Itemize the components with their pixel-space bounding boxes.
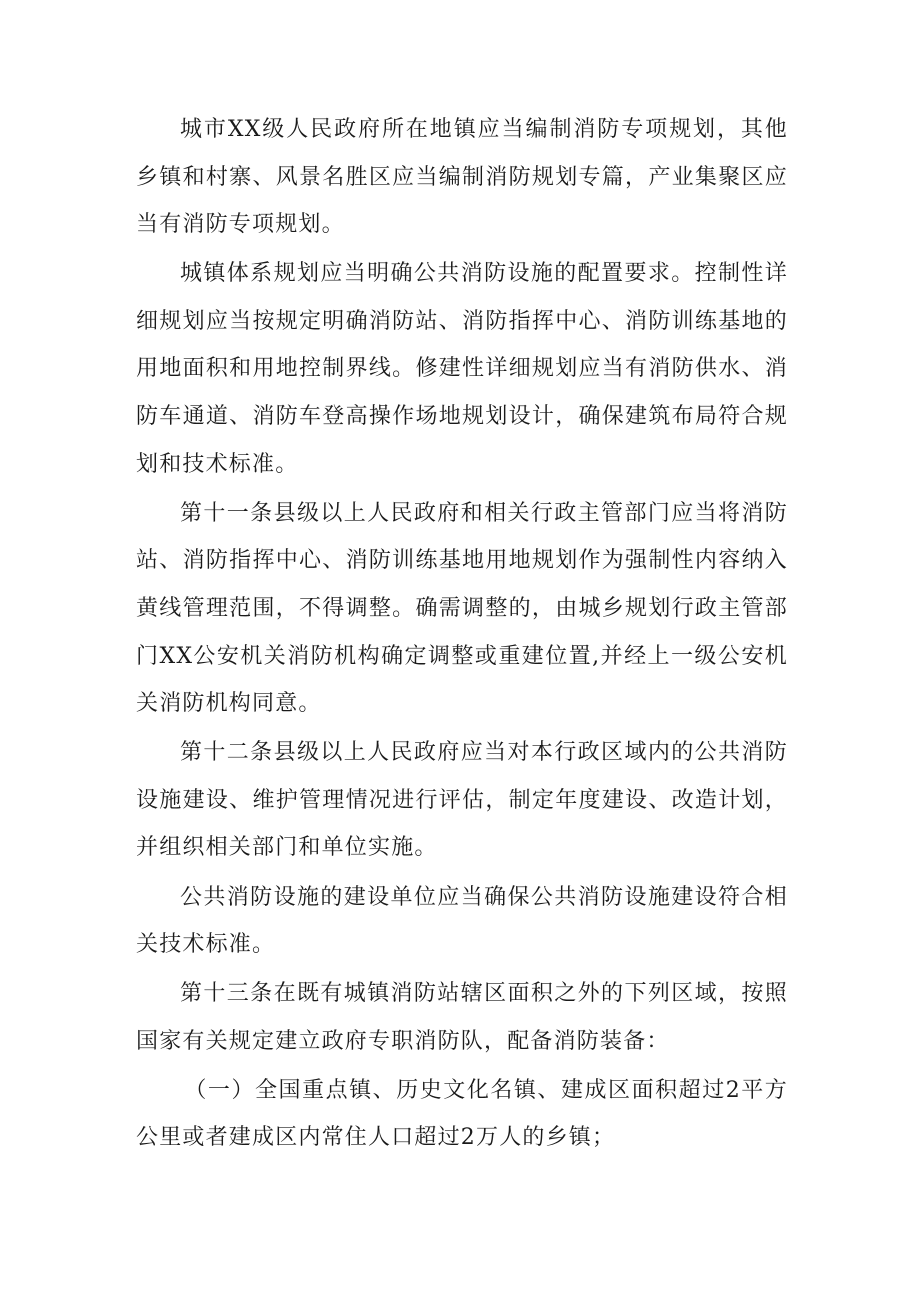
paragraph-article-11: 第十一条县级以上人民政府和相关行政主管部门应当将消防站、消防指挥中心、消防训练基地用地规划作为强制性内容纳入黄线管理范围，不得调整。确需调整的，由城乡规划行政主管部门XX公安机关消防机构确定调整或重建位置,并经上一级公安机关消防机构同意。 — [136, 500, 788, 717]
paragraph-urban-system-planning: 城镇体系规划应当明确公共消防设施的配置要求。控制性详细规划应当按规定明确消防站、消防指挥中心、消防训练基地的用地面积和用地控制界线。修建性详细规划应当有消防供水、消防车通道、消防车登高操作场地规划设计，确保建筑布局符合规划和技术标准。 — [136, 261, 788, 477]
paragraph-article-13: 第十三条在既有城镇消防站辖区面积之外的下列区域，按照国家有关规定建立政府专职消防队，配备消防装备： — [136, 981, 788, 1054]
paragraph-planning-requirement: 城市XX级人民政府所在地镇应当编制消防专项规划，其他乡镇和村寨、风景名胜区应当编制消防规划专篇，产业集聚区应当有消防专项规划。 — [136, 117, 788, 238]
paragraph-construction-unit: 公共消防设施的建设单位应当确保公共消防设施建设符合相关技术标准。 — [136, 884, 788, 958]
list-item-1: （一）全国重点镇、历史文化名镇、建成区面积超过2平方公里或者建成区内常住人口超过2万人的乡镇； — [136, 1077, 788, 1151]
paragraph-article-12: 第十二条县级以上人民政府应当对本行政区域内的公共消防设施建设、维护管理情况进行评估，制定年度建设、改造计划，并组织相关部门和单位实施。 — [136, 740, 788, 861]
document-body — [136, 106, 788, 1164]
